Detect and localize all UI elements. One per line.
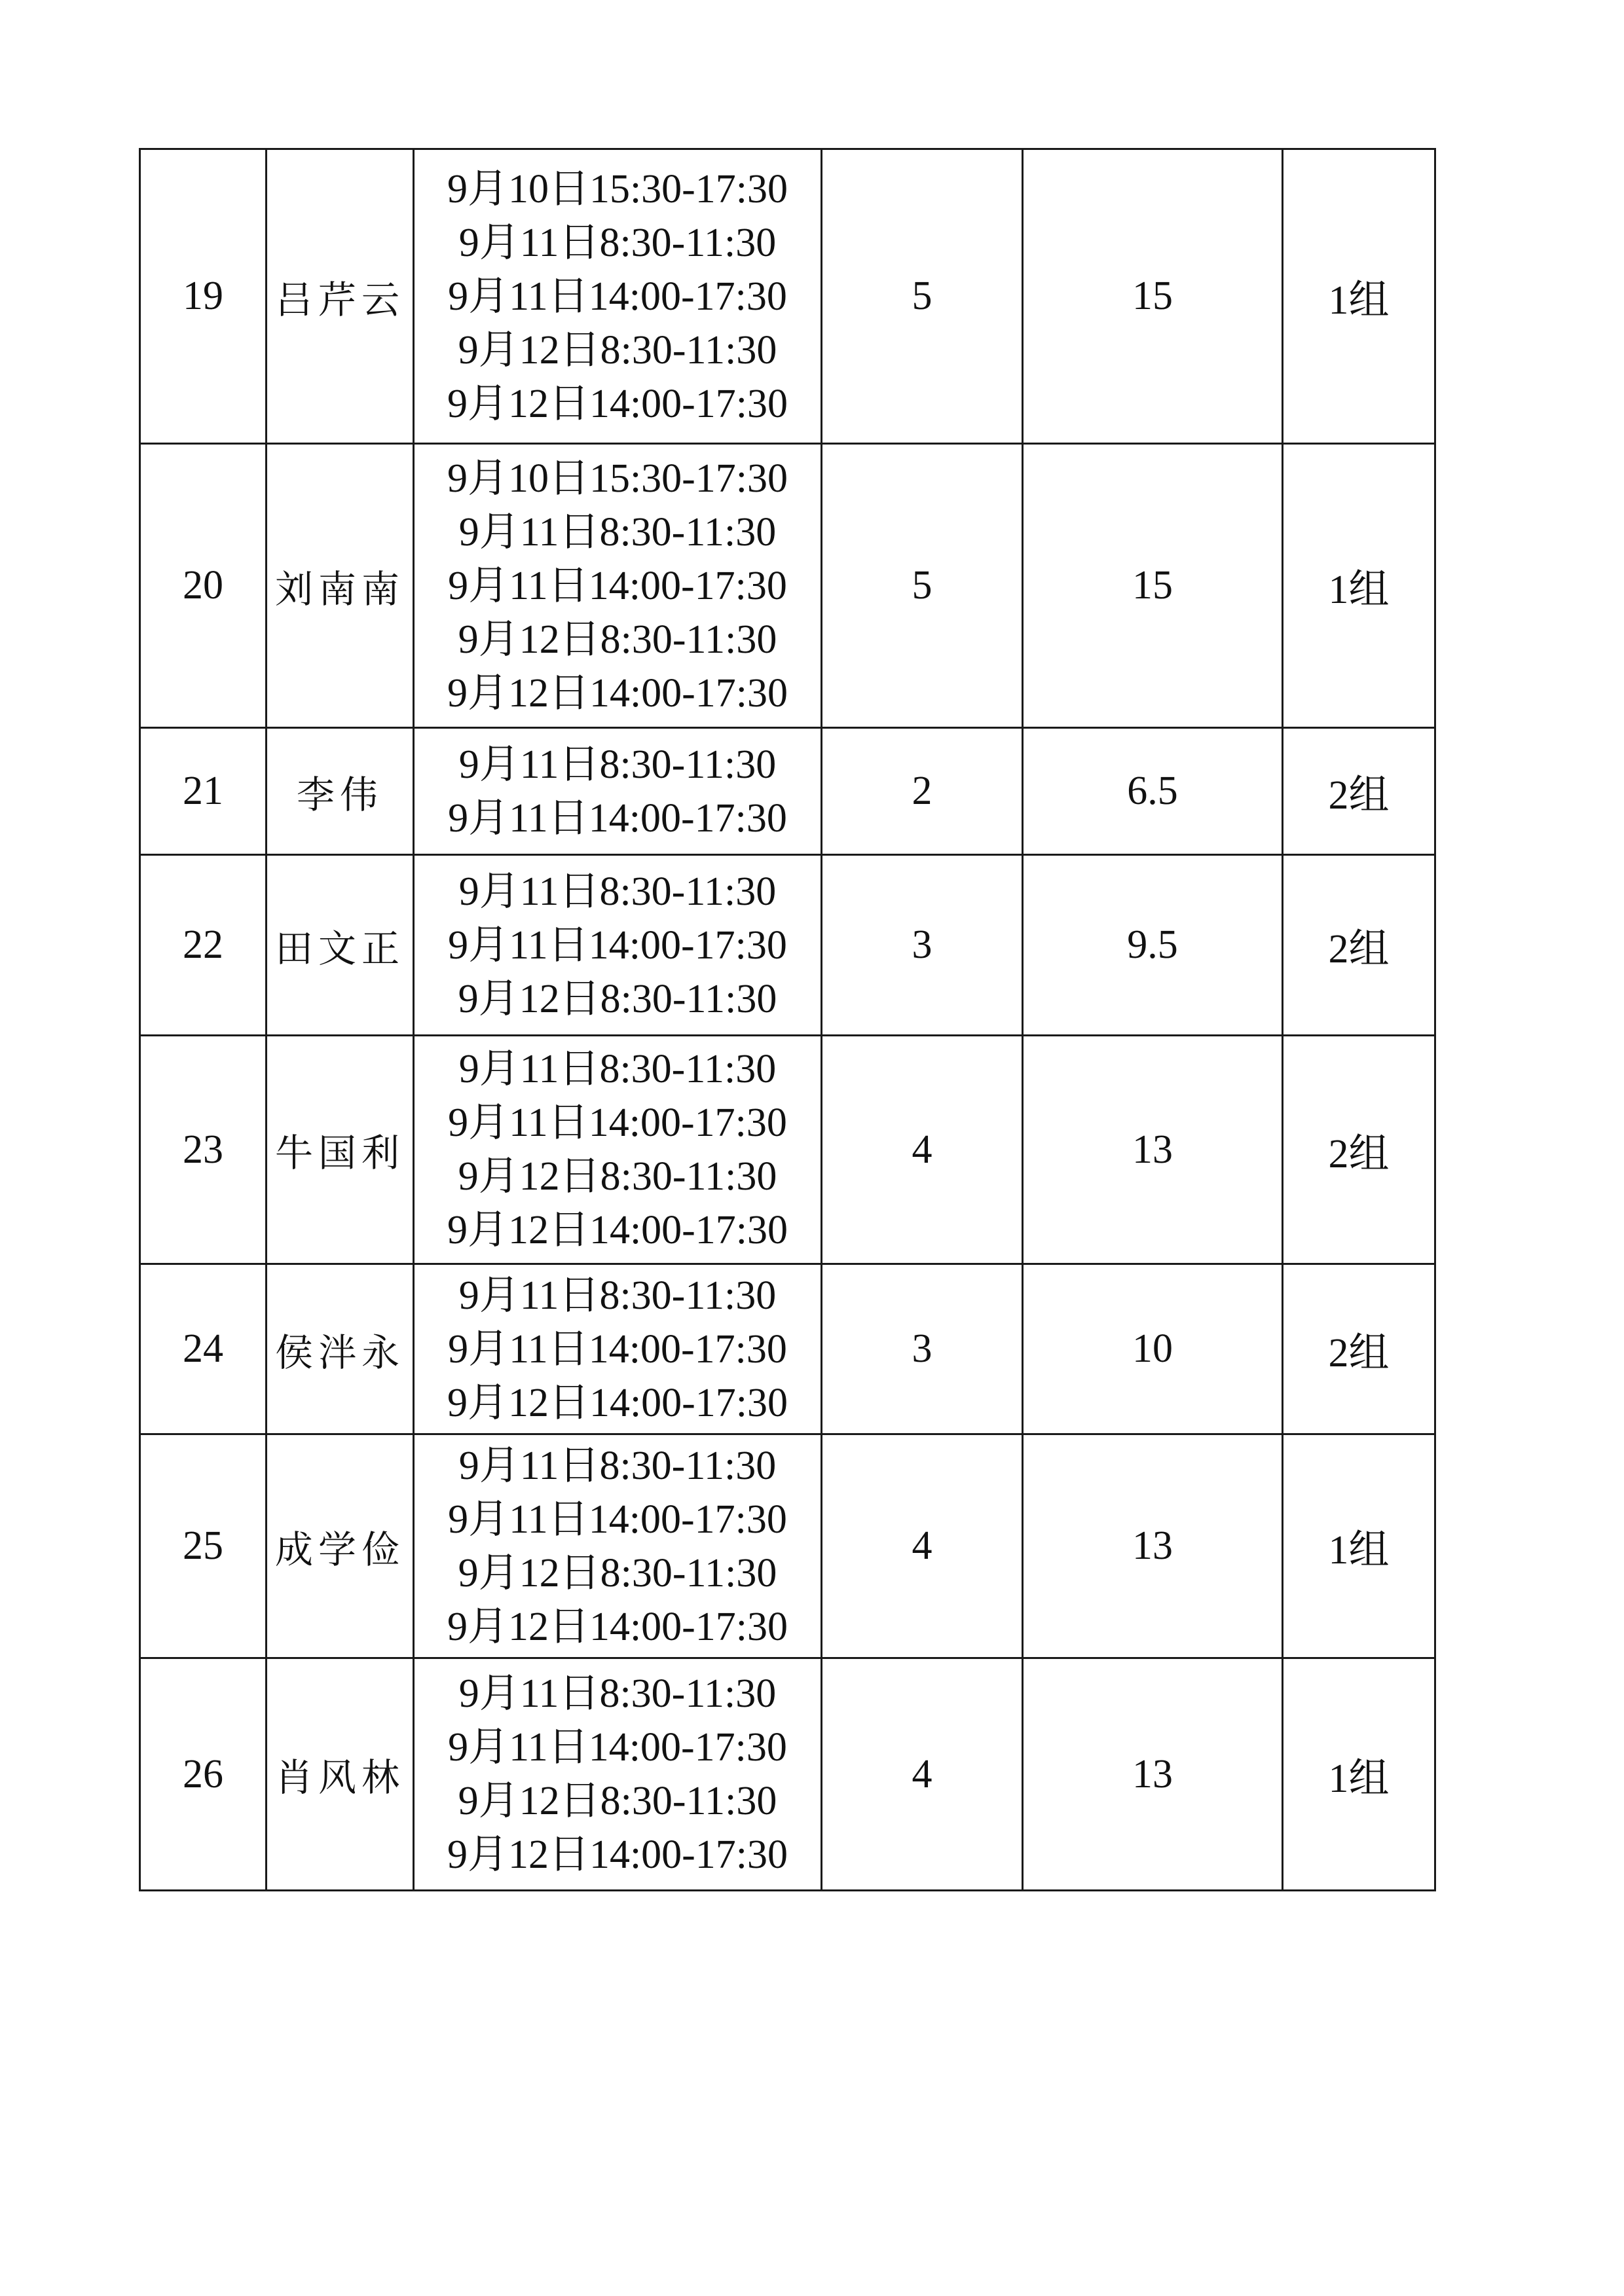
session-count-cell: 4 bbox=[822, 1036, 1023, 1264]
time-slot: 9月11日8:30-11:30 bbox=[458, 1443, 777, 1488]
time-slot: 9月12日8:30-11:30 bbox=[458, 617, 777, 662]
time-slots-cell bbox=[414, 1434, 822, 1658]
hours-cell: 9.5 bbox=[1023, 855, 1283, 1036]
person-name-cell: 刘南南 bbox=[267, 444, 414, 728]
table-row bbox=[140, 855, 1435, 1036]
table-body bbox=[140, 149, 1435, 1891]
hours-cell: 6.5 bbox=[1023, 728, 1283, 855]
time-slot: 9月12日14:00-17:30 bbox=[447, 1604, 788, 1649]
person-name-cell: 田文正 bbox=[267, 855, 414, 1036]
time-slot: 9月11日14:00-17:30 bbox=[448, 274, 787, 319]
person-name-cell: 成学俭 bbox=[267, 1434, 414, 1658]
time-slot: 9月11日14:00-17:30 bbox=[448, 1101, 787, 1145]
time-slots-cell bbox=[414, 1658, 822, 1891]
table-row bbox=[140, 728, 1435, 855]
time-slot: 9月11日8:30-11:30 bbox=[458, 220, 777, 265]
row-number-cell: 20 bbox=[140, 444, 267, 728]
row-number-cell: 24 bbox=[140, 1264, 267, 1434]
time-slots-cell bbox=[414, 1036, 822, 1264]
schedule-table bbox=[139, 148, 1436, 1891]
group-cell: 1组 bbox=[1283, 1434, 1435, 1658]
session-count-cell: 4 bbox=[822, 1658, 1023, 1891]
time-slot: 9月11日14:00-17:30 bbox=[448, 563, 787, 608]
time-slots-cell bbox=[414, 1264, 822, 1434]
time-slot: 9月12日14:00-17:30 bbox=[447, 1380, 788, 1425]
time-slot: 9月10日15:30-17:30 bbox=[447, 166, 788, 211]
group-cell: 2组 bbox=[1283, 855, 1435, 1036]
row-number-cell: 19 bbox=[140, 149, 267, 444]
hours-cell: 15 bbox=[1023, 149, 1283, 444]
table-row bbox=[140, 1036, 1435, 1264]
time-slot: 9月12日14:00-17:30 bbox=[447, 381, 788, 426]
table-row bbox=[140, 1658, 1435, 1891]
person-name-cell: 肖风林 bbox=[267, 1658, 414, 1891]
time-slots-cell bbox=[414, 149, 822, 444]
time-slot: 9月11日8:30-11:30 bbox=[458, 1047, 777, 1091]
time-slot: 9月10日15:30-17:30 bbox=[447, 456, 788, 501]
time-slot: 9月11日14:00-17:30 bbox=[448, 1725, 787, 1770]
time-slots-cell bbox=[414, 444, 822, 728]
person-name-cell: 吕芹云 bbox=[267, 149, 414, 444]
time-slot: 9月11日14:00-17:30 bbox=[448, 922, 787, 968]
group-cell: 1组 bbox=[1283, 1658, 1435, 1891]
time-slot: 9月11日8:30-11:30 bbox=[458, 509, 777, 555]
time-slot: 9月12日14:00-17:30 bbox=[447, 1208, 788, 1252]
row-number-cell: 23 bbox=[140, 1036, 267, 1264]
hours-cell: 13 bbox=[1023, 1658, 1283, 1891]
time-slot: 9月12日8:30-11:30 bbox=[458, 1779, 777, 1823]
session-count-cell: 4 bbox=[822, 1434, 1023, 1658]
session-count-cell: 5 bbox=[822, 149, 1023, 444]
row-number-cell: 26 bbox=[140, 1658, 267, 1891]
time-slot: 9月12日14:00-17:30 bbox=[447, 1832, 788, 1877]
hours-cell: 15 bbox=[1023, 444, 1283, 728]
group-cell: 2组 bbox=[1283, 728, 1435, 855]
session-count-cell: 3 bbox=[822, 855, 1023, 1036]
person-name-cell: 牛国利 bbox=[267, 1036, 414, 1264]
time-slot: 9月11日8:30-11:30 bbox=[458, 742, 777, 787]
session-count-cell: 3 bbox=[822, 1264, 1023, 1434]
row-number-cell: 22 bbox=[140, 855, 267, 1036]
group-cell: 2组 bbox=[1283, 1264, 1435, 1434]
time-slot: 9月12日8:30-11:30 bbox=[458, 327, 777, 373]
table-row bbox=[140, 444, 1435, 728]
time-slot: 9月11日14:00-17:30 bbox=[448, 1326, 787, 1372]
table-row bbox=[140, 1264, 1435, 1434]
group-cell: 1组 bbox=[1283, 444, 1435, 728]
person-name-cell: 侯泮永 bbox=[267, 1264, 414, 1434]
time-slots-cell bbox=[414, 855, 822, 1036]
hours-cell: 10 bbox=[1023, 1264, 1283, 1434]
hours-cell: 13 bbox=[1023, 1036, 1283, 1264]
row-number-cell: 25 bbox=[140, 1434, 267, 1658]
table-row bbox=[140, 1434, 1435, 1658]
hours-cell: 13 bbox=[1023, 1434, 1283, 1658]
time-slot: 9月11日8:30-11:30 bbox=[458, 1671, 777, 1716]
group-cell: 2组 bbox=[1283, 1036, 1435, 1264]
row-number-cell: 21 bbox=[140, 728, 267, 855]
person-name-cell: 李伟 bbox=[267, 728, 414, 855]
time-slot: 9月11日8:30-11:30 bbox=[458, 869, 777, 914]
time-slot: 9月11日8:30-11:30 bbox=[458, 1273, 777, 1318]
time-slot: 9月11日14:00-17:30 bbox=[448, 795, 787, 841]
session-count-cell: 2 bbox=[822, 728, 1023, 855]
table-row bbox=[140, 149, 1435, 444]
time-slot: 9月11日14:00-17:30 bbox=[448, 1497, 787, 1542]
time-slots-cell bbox=[414, 728, 822, 855]
group-cell: 1组 bbox=[1283, 149, 1435, 444]
session-count-cell: 5 bbox=[822, 444, 1023, 728]
time-slot: 9月12日8:30-11:30 bbox=[458, 976, 777, 1021]
time-slot: 9月12日8:30-11:30 bbox=[458, 1550, 777, 1595]
time-slot: 9月12日14:00-17:30 bbox=[447, 670, 788, 716]
time-slot: 9月12日8:30-11:30 bbox=[458, 1154, 777, 1199]
